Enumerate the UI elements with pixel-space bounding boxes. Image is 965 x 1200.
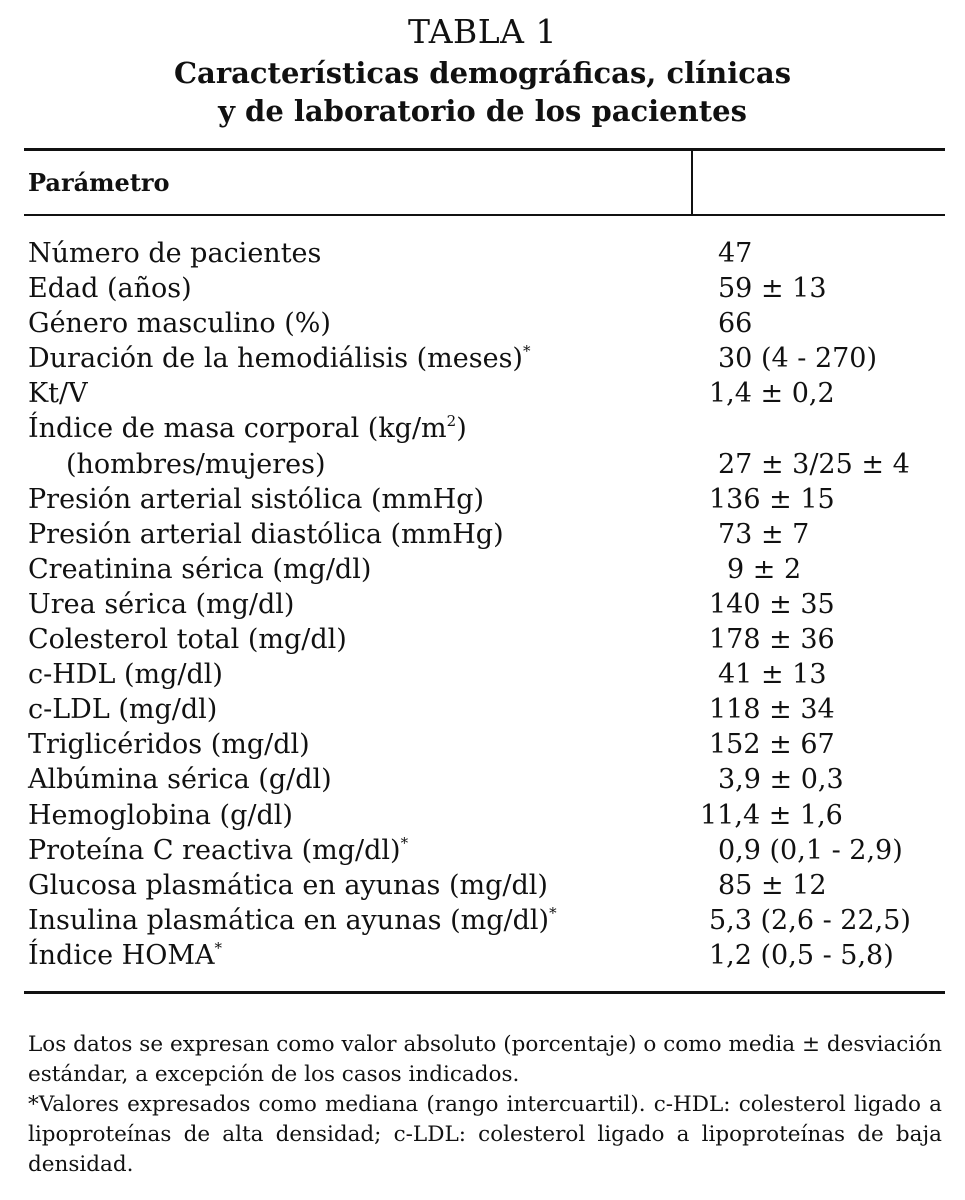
row-parameter-superscript: * <box>549 903 557 922</box>
row-value: 9 ± 2 <box>727 553 802 585</box>
row-parameter-text: Proteína C reactiva (mg/dl) <box>28 834 401 866</box>
row-parameter-text: Número de pacientes <box>28 238 322 269</box>
table-row <box>0 271 965 306</box>
table-header-rule <box>24 214 945 216</box>
table-row <box>0 727 965 762</box>
row-value: 3,9 ± 0,3 <box>718 764 844 796</box>
row-value: 73 ± 7 <box>718 518 810 550</box>
row-parameter <box>66 447 326 482</box>
row-parameter <box>28 938 222 973</box>
table-notes <box>28 1030 942 1180</box>
row-parameter-superscript: 2 <box>446 412 457 431</box>
row-parameter-text: Género masculino (%) <box>28 308 331 340</box>
header-parameter: Parámetro <box>28 168 170 197</box>
table-row <box>0 692 965 727</box>
row-parameter-text: Duración de la hemodiálisis (meses) <box>28 343 523 375</box>
row-value: 1,4 ± 0,2 <box>709 378 835 410</box>
table-row <box>0 938 965 973</box>
row-value: 41 ± 13 <box>718 659 827 691</box>
row-parameter <box>28 306 331 341</box>
row-parameter <box>28 727 310 762</box>
row-parameter-text: Edad (años) <box>28 273 192 305</box>
row-parameter-text: Índice HOMA <box>28 939 215 971</box>
row-parameter-text: c-HDL (mg/dl) <box>28 659 223 691</box>
row-parameter <box>28 798 293 833</box>
row-parameter <box>28 657 223 692</box>
row-parameter <box>28 482 484 517</box>
table-row <box>0 762 965 797</box>
row-parameter <box>28 833 408 868</box>
caption-title-line-1: Características demográficas, clínicas <box>173 56 792 90</box>
row-parameter-text: Kt/V <box>28 378 88 410</box>
row-value: 136 ± 15 <box>709 483 835 515</box>
table-row <box>0 341 965 376</box>
table-row <box>0 376 965 411</box>
table-top-rule <box>24 148 945 151</box>
table-row <box>0 657 965 692</box>
row-parameter-text: Triglicéridos (mg/dl) <box>28 729 310 761</box>
table-row <box>0 306 965 341</box>
row-parameter-text: Índice de masa corporal (kg/m <box>28 413 447 445</box>
row-parameter-superscript: * <box>400 833 409 852</box>
row-value: 30 (4 - 270) <box>718 343 878 375</box>
row-value: 27 ± 3/25 ± 4 <box>718 448 910 480</box>
table-caption-label: TABLA 1 <box>407 12 558 51</box>
row-parameter-text: Presión arterial sistólica (mmHg) <box>28 483 485 515</box>
table-row <box>0 517 965 552</box>
table-bottom-rule <box>24 991 945 994</box>
row-parameter-text: Albúmina sérica (g/dl) <box>28 764 332 796</box>
row-parameter-text: Hemoglobina (g/dl) <box>28 799 293 831</box>
row-parameter-tail: ) <box>456 413 467 445</box>
row-parameter-text: Urea sérica (mg/dl) <box>28 588 295 620</box>
row-parameter <box>28 411 467 446</box>
row-parameter-text: Presión arterial diastólica (mmHg) <box>28 518 504 550</box>
row-value: 152 ± 67 <box>709 729 835 761</box>
row-value: 0,9 (0,1 - 2,9) <box>718 834 903 866</box>
caption-title-line-2: y de laboratorio de los pacientes <box>218 94 747 128</box>
table-caption-title <box>0 54 965 130</box>
table-row <box>0 622 965 657</box>
row-value: 1,2 (0,5 - 5,8) <box>709 939 894 971</box>
row-parameter <box>28 341 530 376</box>
row-value: 47 <box>718 238 753 269</box>
row-parameter-text: Glucosa plasmática en ayunas (mg/dl) <box>28 869 548 901</box>
column-divider <box>691 150 693 215</box>
table-row <box>0 868 965 903</box>
table-row <box>0 903 965 938</box>
table-row <box>0 482 965 517</box>
row-value: 66 <box>718 308 753 340</box>
row-parameter <box>28 517 504 552</box>
row-parameter <box>28 622 347 657</box>
note-median: *Valores expresados como mediana (rango intercuartil). c-HDL: colesterol ligado a lipoproteínas de alta densidad; c-LDL: colesterol ligado a lipoproteínas de baja densidad. <box>28 1092 942 1177</box>
row-parameter-text: Insulina plasmática en ayunas (mg/dl) <box>28 904 550 936</box>
row-parameter <box>28 376 88 411</box>
row-parameter <box>28 271 192 306</box>
row-parameter-superscript: * <box>214 938 222 957</box>
row-value: 140 ± 35 <box>709 588 835 620</box>
row-value: 5,3 (2,6 - 22,5) <box>709 904 911 936</box>
row-parameter-text: Creatinina sérica (mg/dl) <box>28 553 372 585</box>
row-value: 59 ± 13 <box>718 273 827 305</box>
row-parameter-text: (hombres/mujeres) <box>66 448 326 480</box>
table-row <box>0 236 965 271</box>
table-row <box>0 798 965 833</box>
row-value: 85 ± 12 <box>718 869 827 901</box>
row-parameter <box>28 868 548 903</box>
row-value: 178 ± 36 <box>709 624 835 656</box>
table-row <box>0 833 965 868</box>
row-parameter <box>28 552 371 587</box>
row-parameter <box>28 236 321 271</box>
row-parameter <box>28 692 217 727</box>
row-value: 118 ± 34 <box>709 694 835 726</box>
row-parameter-text: Colesterol total (mg/dl) <box>28 624 347 656</box>
table-row <box>0 587 965 622</box>
table-row <box>0 552 965 587</box>
table-body <box>0 236 965 973</box>
row-parameter <box>28 903 557 938</box>
row-value: 11,4 ± 1,6 <box>700 799 843 831</box>
table-row <box>0 411 965 446</box>
row-parameter <box>28 762 332 797</box>
note-abbreviations: Los datos se expresan como valor absoluto (porcentaje) o como media ± desviación estándar, a excepción de los casos indicados. <box>28 1032 942 1087</box>
table-row <box>0 447 965 482</box>
row-parameter-superscript: * <box>522 342 531 361</box>
row-parameter <box>28 587 294 622</box>
row-parameter-text: c-LDL (mg/dl) <box>28 694 218 726</box>
